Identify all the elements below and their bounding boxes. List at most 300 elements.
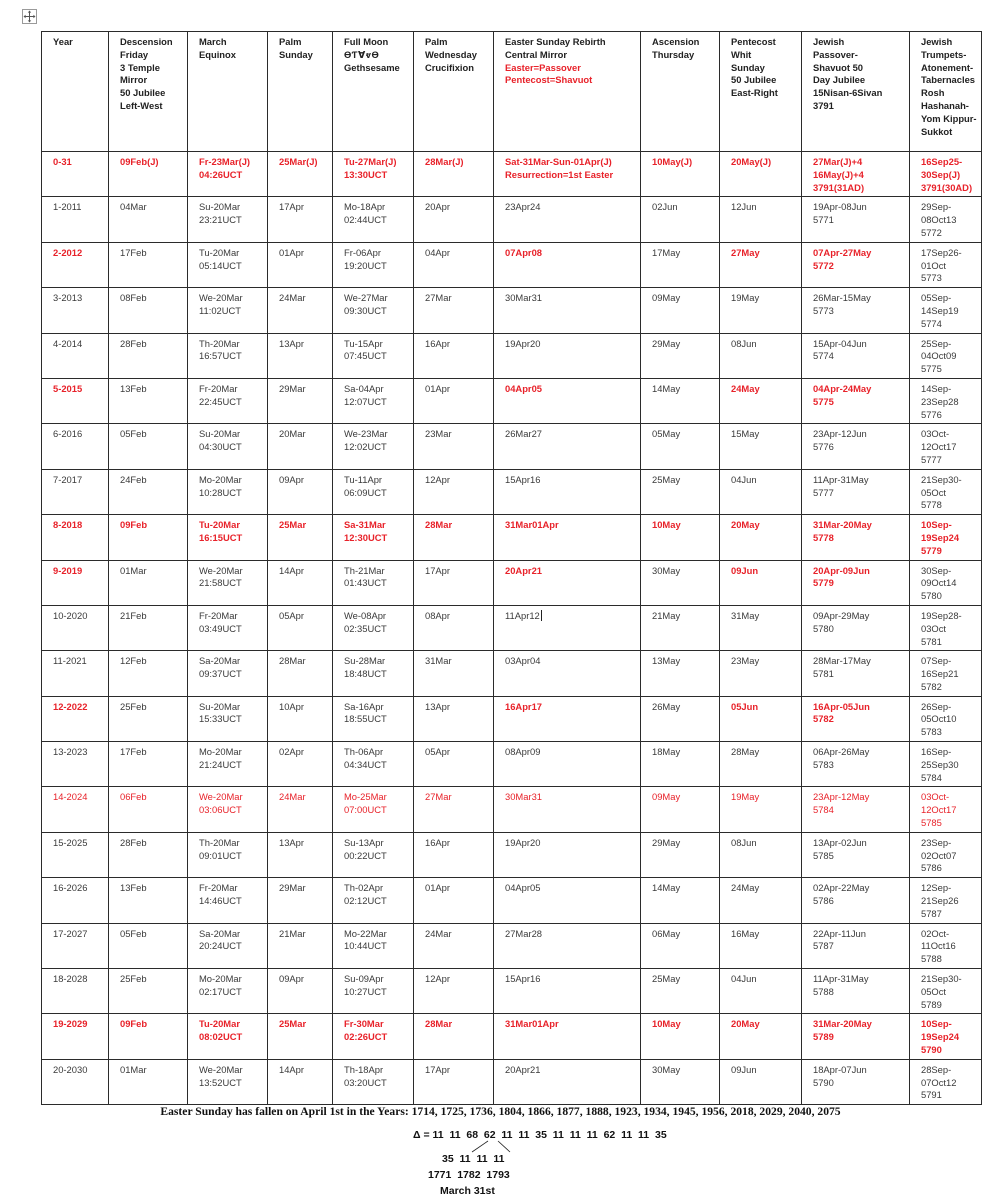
cell-line: 5786 <box>921 862 942 874</box>
cell-line: Tu-20Mar <box>199 519 240 531</box>
cell-line: 21Feb <box>120 609 147 621</box>
cell-line: 21:58UCT <box>199 577 242 589</box>
cell-line: 14Apr <box>279 1063 305 1075</box>
header-line: Equinox <box>199 48 236 60</box>
header-line: March <box>199 36 227 47</box>
cell-line: 08Apr09 <box>505 746 541 758</box>
cell-line: 09May <box>652 292 681 304</box>
cell-line: 20Apr <box>425 201 451 213</box>
header-line: Sukkot <box>921 125 953 137</box>
cell-line: 05Feb <box>120 927 147 939</box>
header-line: Descension <box>120 36 173 47</box>
cell-line: 15:33UCT <box>199 713 242 725</box>
cell-line: 09:01UCT <box>199 849 242 861</box>
cell-line: 07Apr-27May <box>813 246 872 258</box>
cell-line: 15-2025 <box>53 836 88 848</box>
cell-line: 19:20UCT <box>344 259 387 271</box>
cell-line: 13Apr <box>279 836 305 848</box>
header-line: Palm <box>425 36 448 47</box>
cell-line: 20:24UCT <box>199 940 242 952</box>
cell-line: 5778 <box>921 499 942 511</box>
cell-line: 05Jun <box>731 700 759 712</box>
cell-line: 09Apr <box>279 473 305 485</box>
cell-line: 15Apr-04Jun <box>813 337 867 349</box>
header-line: Year <box>53 36 73 47</box>
cell-line: Th-06Apr <box>344 746 384 758</box>
cell-line: 00:22UCT <box>344 849 387 861</box>
cell-line: Sat-31Mar-Sun-01Apr(J) <box>505 156 612 167</box>
cell-line: 13Feb <box>120 882 147 894</box>
cell-line: 12Feb <box>120 655 147 667</box>
cell-line: 09Feb <box>120 519 148 531</box>
cell-line: 5774 <box>921 317 942 329</box>
cell-line: 21Sep30- <box>921 473 962 485</box>
cell-line: 03Oct- <box>921 791 950 803</box>
cell-line: 13:30UCT <box>344 168 388 180</box>
cell-line: 15Apr16 <box>505 473 541 485</box>
cell-line: 01Apr <box>425 382 451 394</box>
cell-line: 08Jun <box>731 836 757 848</box>
cell-line: 06Feb <box>120 791 147 803</box>
cell-line: 5781 <box>921 635 942 647</box>
cell-line: 25Mar <box>279 519 307 531</box>
cell-line: 17Apr <box>425 564 451 576</box>
cell-line: 30Mar31 <box>505 292 543 304</box>
header-line: Atonement- <box>921 61 974 73</box>
cell-line: 5775 <box>813 395 834 407</box>
cell-line: 29Sep- <box>921 201 952 213</box>
cell-line: 10Apr <box>279 700 305 712</box>
cell-line: Mo-20Mar <box>199 746 242 758</box>
cell-line: 25Mar(J) <box>279 156 318 167</box>
cell-line: 5787 <box>921 907 942 919</box>
cell-line: 5780 <box>813 622 834 634</box>
cell-line: 30May <box>652 564 681 576</box>
cell-line: 02:12UCT <box>344 895 387 907</box>
header-line: Jewish <box>921 36 953 47</box>
cell-line: We-23Mar <box>344 428 388 440</box>
cell-line: 28Sep- <box>921 1063 952 1075</box>
cell-line: 04Oct09 <box>921 350 957 362</box>
cell-line: Mo-22Mar <box>344 927 387 939</box>
cell-line: 01Apr <box>425 882 451 894</box>
header-line: Gethsesame <box>344 61 400 73</box>
cell-line: 29May <box>652 836 681 848</box>
cell-line: 25May <box>652 473 681 485</box>
cell-line: 3791(31AD) <box>813 181 865 193</box>
cell-line: Tu-11Apr <box>344 473 383 485</box>
cell-line: 05Sep- <box>921 292 952 304</box>
header-line: ӨƬⱯⱴӨ <box>344 48 380 60</box>
cell-line: We-20Mar <box>199 1063 243 1075</box>
cell-line: 19Apr20 <box>505 836 541 848</box>
march-31-label: March 31st <box>440 1185 495 1197</box>
cell-line: 16-2026 <box>53 882 88 894</box>
cell-line: 09May <box>652 791 681 803</box>
header-line: Tabernacles <box>921 74 976 86</box>
cell-line: 16Sep25- <box>921 156 963 167</box>
cell-line: 30Sep(J) <box>921 168 961 180</box>
cell-line: 18:48UCT <box>344 668 387 680</box>
cell-line: 04:34UCT <box>344 758 387 770</box>
cell-line: 02Oct07 <box>921 849 957 861</box>
cell-line: 6-2016 <box>53 428 83 440</box>
cell-line: 5-2015 <box>53 382 83 394</box>
cell-line: 17Feb <box>120 746 147 758</box>
cell-line: 18May <box>652 746 681 758</box>
header-line: Day Jubilee <box>813 74 866 86</box>
cell-line: 20Mar <box>279 428 306 440</box>
cell-line: Fr-20Mar <box>199 882 238 894</box>
header-line: Palm <box>279 36 302 47</box>
header-line: Rosh <box>921 87 945 99</box>
cell-line: 29Mar <box>279 882 306 894</box>
cell-line: 20May <box>731 1018 760 1030</box>
header-line: Wednesday <box>425 48 477 60</box>
header-line: Sunday <box>731 61 765 73</box>
cell-line: 08Apr <box>425 609 451 621</box>
cell-line: 15May <box>731 428 760 440</box>
header-line: Left-West <box>120 99 163 111</box>
cell-line: 5784 <box>813 804 834 816</box>
cell-line: We-08Apr <box>344 609 387 621</box>
cell-line: 07Oct12 <box>921 1076 957 1088</box>
cell-line: Su-20Mar <box>199 700 241 712</box>
cell-line: 5772 <box>921 226 942 238</box>
cell-line: 05Oct10 <box>921 713 957 725</box>
cell-line: 5789 <box>921 998 942 1010</box>
cell-line: 18Apr-07Jun <box>813 1063 867 1075</box>
cell-line: 2-2012 <box>53 246 83 258</box>
cell-line: Tu-15Apr <box>344 337 383 349</box>
cell-line: 22Apr-11Jun <box>813 927 866 939</box>
header-line: Mirror <box>120 74 148 86</box>
cell-line: Su-28Mar <box>344 655 386 667</box>
cell-line: 5790 <box>813 1076 834 1088</box>
cell-line: 5776 <box>921 408 942 420</box>
cell-line: 20-2030 <box>53 1063 88 1075</box>
header-line: Central Mirror <box>505 48 567 60</box>
cell-line: Fr-20Mar <box>199 609 238 621</box>
cell-line: 06Apr-26May <box>813 746 870 758</box>
cell-line: 13Feb <box>120 382 147 394</box>
cell-line: 06:09UCT <box>344 486 387 498</box>
cell-line: 01Oct <box>921 259 947 271</box>
cell-line: 28Mar <box>425 519 453 531</box>
cell-line: 12-2022 <box>53 700 88 712</box>
cell-line: 26May <box>652 700 681 712</box>
cell-line: 08Jun <box>731 337 757 349</box>
cell-line: Tu-27Mar(J) <box>344 156 397 167</box>
cell-line: 5780 <box>921 590 942 602</box>
cell-line: 19Apr20 <box>505 337 541 349</box>
cell-line: We-20Mar <box>199 564 243 576</box>
cell-line: 28Mar <box>279 655 306 667</box>
cell-line: 12Oct17 <box>921 441 957 453</box>
cell-line: 09:30UCT <box>344 304 387 316</box>
cell-line: 15Apr16 <box>505 973 541 985</box>
cell-line: Resurrection=1st Easter <box>505 168 614 180</box>
cell-line: 5771 <box>813 214 834 226</box>
cell-line: 31Mar01Apr <box>505 1018 559 1030</box>
header-line: Shavuot 50 <box>813 61 864 73</box>
cell-line: 04Jun <box>731 973 757 985</box>
cell-line: 01Mar <box>120 564 147 576</box>
cell-line: 27Mar28 <box>505 927 543 939</box>
cell-line: Fr-06Apr <box>344 246 381 258</box>
cell-line: 5787 <box>813 940 834 952</box>
cell-line: 1-2011 <box>53 201 82 213</box>
header-line: 50 Jubilee <box>731 74 777 86</box>
cell-line: 14Apr <box>279 564 305 576</box>
cell-line: 5781 <box>813 668 834 680</box>
cell-line: 19Sep24 <box>921 1031 960 1043</box>
header-line: East-Right <box>731 87 778 99</box>
cell-line: 29May <box>652 337 681 349</box>
cell-line: 27Mar(J)+4 <box>813 156 863 167</box>
cell-line: 16Sep- <box>921 746 952 758</box>
cell-line: 24Mar <box>279 791 306 803</box>
cell-line: We-27Mar <box>344 292 388 304</box>
cell-line: 31May <box>731 609 760 621</box>
cell-line: 02Apr-22May <box>813 882 870 894</box>
cell-line: Su-20Mar <box>199 428 241 440</box>
cell-line: 19May <box>731 791 760 803</box>
cell-line: 5777 <box>813 486 834 498</box>
cell-line: 25Sep- <box>921 337 952 349</box>
cell-line: 03:49UCT <box>199 622 242 634</box>
cell-line: 5773 <box>921 272 942 284</box>
cell-line: 04Apr05 <box>505 382 543 394</box>
cell-line: 16May <box>731 927 760 939</box>
cell-line: 5778 <box>813 531 834 543</box>
cell-line: 25May <box>652 973 681 985</box>
cell-line: Tu-20Mar <box>199 246 240 258</box>
cell-line: Fr-23Mar(J) <box>199 156 251 167</box>
cell-line: 5783 <box>813 758 834 770</box>
cell-line: 28Feb <box>120 337 147 349</box>
cell-line: 27Mar <box>425 791 452 803</box>
cell-line: 0-31 <box>53 156 72 167</box>
cell-line: 14:46UCT <box>199 895 242 907</box>
cell-line: 03:20UCT <box>344 1076 387 1088</box>
cell-line: 09Jun <box>731 1063 757 1075</box>
header-line: Crucifixion <box>425 61 474 73</box>
cell-line: 31Mar <box>425 655 452 667</box>
cell-line: 03Apr04 <box>505 655 541 667</box>
cell-line: 11Apr12 <box>505 609 540 621</box>
cell-line: 16Apr <box>425 836 451 848</box>
cell-line: 07Sep- <box>921 655 952 667</box>
cell-line: 26Sep- <box>921 700 952 712</box>
cell-line: 09Apr <box>279 973 305 985</box>
cell-line: 19Sep24 <box>921 531 960 543</box>
cell-line: 06May <box>652 927 681 939</box>
cell-line: 07:45UCT <box>344 350 387 362</box>
header-line: Yom Kippur- <box>921 112 977 124</box>
cell-line: 05Oct <box>921 985 947 997</box>
cell-line: 5790 <box>921 1044 942 1056</box>
cell-line: 22:45UCT <box>199 395 242 407</box>
cell-line: Sa-16Apr <box>344 700 384 712</box>
cell-line: 11Apr-31May <box>813 473 869 485</box>
cell-line: 16Apr-05Jun <box>813 700 870 712</box>
cell-line: 5782 <box>813 713 834 725</box>
cell-line: 04Apr05 <box>505 882 541 894</box>
header-line: Pentecost=Shavuot <box>505 74 593 86</box>
cell-line: 23Apr-12Jun <box>813 428 867 440</box>
cell-line: 18:55UCT <box>344 713 387 725</box>
cell-line: 19May <box>731 292 760 304</box>
cell-line: 02:35UCT <box>344 622 387 634</box>
cell-line: 31Mar-20May <box>813 1018 872 1030</box>
header-line: Jewish <box>813 36 845 47</box>
cell-line: 02:44UCT <box>344 214 387 226</box>
cell-line: 12Apr <box>425 973 451 985</box>
cell-line: Fr-30Mar <box>344 1018 384 1030</box>
cell-line: 20Apr-09Jun <box>813 564 870 576</box>
cell-line: Su-13Apr <box>344 836 384 848</box>
cell-line: 23Apr24 <box>505 201 541 213</box>
cell-line: 10:44UCT <box>344 940 387 952</box>
cell-line: 17Apr <box>425 1063 451 1075</box>
cell-line: 12Sep- <box>921 882 952 894</box>
cell-line: 3791(30AD) <box>921 181 973 193</box>
cell-line: 07Apr08 <box>505 246 543 258</box>
cell-line: 12Oct17 <box>921 804 957 816</box>
cell-line: Sa-20Mar <box>199 927 241 939</box>
cell-line: 25Sep30 <box>921 758 959 770</box>
cell-line: 25Mar <box>279 1018 307 1030</box>
cell-line: 5777 <box>921 453 942 465</box>
cell-line: 23Sep28 <box>921 395 959 407</box>
cell-line: 23Mar <box>425 428 452 440</box>
cell-line: 02:17UCT <box>199 985 242 997</box>
cell-line: 10Sep- <box>921 1018 952 1030</box>
cell-line: 5774 <box>813 350 834 362</box>
cell-line: 21Mar <box>279 927 306 939</box>
cell-line: 29Mar <box>279 382 306 394</box>
cell-line: 21Sep26 <box>921 895 959 907</box>
cell-line: 5783 <box>921 726 942 738</box>
cell-line: 21:24UCT <box>199 758 242 770</box>
cell-line: 28Mar <box>425 1018 453 1030</box>
cell-line: 09Feb(J) <box>120 156 159 167</box>
cell-line: 20May <box>731 519 760 531</box>
cell-line: Th-20Mar <box>199 836 240 848</box>
cell-line: 21Sep30- <box>921 973 962 985</box>
cell-line: 3-2013 <box>53 292 83 304</box>
cell-line: 20Apr21 <box>505 564 543 576</box>
cell-line: 16Sep21 <box>921 668 959 680</box>
cell-line: 02:26UCT <box>344 1031 388 1043</box>
cell-line: 5773 <box>813 304 834 316</box>
cell-line: 11-2021 <box>53 655 87 667</box>
cell-line: 5775 <box>921 363 942 375</box>
cell-line: 19Sep28- <box>921 609 962 621</box>
cell-line: 30Sep- <box>921 564 952 576</box>
cell-line: 14-2024 <box>53 791 88 803</box>
cell-line: Fr-20Mar <box>199 382 238 394</box>
cell-line: 5788 <box>921 953 942 965</box>
cell-line: 09Oct14 <box>921 577 957 589</box>
cell-line: 5776 <box>813 441 834 453</box>
cell-line: 07:00UCT <box>344 804 387 816</box>
cell-line: 04Apr-24May <box>813 382 872 394</box>
cell-line: 20Apr21 <box>505 1063 541 1075</box>
cell-line: 05:14UCT <box>199 259 242 271</box>
cell-line: 23Sep- <box>921 836 952 848</box>
cell-line: 10May <box>652 519 681 531</box>
cell-line: 09:37UCT <box>199 668 242 680</box>
cell-line: 13Apr-02Jun <box>813 836 867 848</box>
cell-line: 17May <box>652 246 681 258</box>
cell-line: Su-09Apr <box>344 973 384 985</box>
cell-line: 08Oct13 <box>921 214 957 226</box>
cell-line: 5786 <box>813 895 834 907</box>
cell-line: 23May <box>731 655 760 667</box>
cell-line: 01:43UCT <box>344 577 387 589</box>
cell-line: 03:06UCT <box>199 804 242 816</box>
cell-line: 31Mar01Apr <box>505 519 559 531</box>
cell-line: 5785 <box>813 849 834 861</box>
cell-line: 01Mar <box>120 1063 147 1075</box>
cell-line: 10:28UCT <box>199 486 242 498</box>
header-line: Ascension <box>652 36 700 47</box>
cell-line: 03Oct- <box>921 428 950 440</box>
cell-line: 12Jun <box>731 201 757 213</box>
cell-line: Sa-20Mar <box>199 655 241 667</box>
header-line: Full Moon <box>344 36 389 47</box>
delta-sub-sequence: 35 11 11 11 <box>442 1153 505 1165</box>
cell-line: 09Jun <box>731 564 759 576</box>
cell-line: 10-2020 <box>53 609 88 621</box>
cell-line: 12:07UCT <box>344 395 387 407</box>
cell-line: 5784 <box>921 771 942 783</box>
cell-line: Mo-20Mar <box>199 973 242 985</box>
cell-line: 25Feb <box>120 973 147 985</box>
cell-line: 27Mar <box>425 292 452 304</box>
cell-line: Mo-20Mar <box>199 473 242 485</box>
cell-line: 12:02UCT <box>344 441 387 453</box>
cell-line: Sa-31Mar <box>344 519 386 531</box>
cell-line: 5782 <box>921 680 942 692</box>
cell-line: We-20Mar <box>199 292 243 304</box>
cell-line: 19-2029 <box>53 1018 88 1030</box>
cell-line: 11Apr-31May <box>813 973 869 985</box>
cell-line: 16Apr <box>425 337 451 349</box>
cell-line: 16:15UCT <box>199 531 243 543</box>
cell-line: 02Jun <box>652 201 678 213</box>
header-line: Friday <box>120 48 149 60</box>
header-line: Easter Sunday Rebirth <box>505 36 606 47</box>
cell-line: 01Apr <box>279 246 305 258</box>
cell-line: 10Sep- <box>921 519 952 531</box>
cell-line: 17Apr <box>279 201 305 213</box>
cell-line: 10May(J) <box>652 156 693 167</box>
cell-line: 30Mar31 <box>505 791 543 803</box>
cell-line: 05Apr <box>279 609 305 621</box>
cell-line: 10:27UCT <box>344 985 387 997</box>
header-line: 3791 <box>813 99 834 111</box>
cell-line: 13:52UCT <box>199 1076 242 1088</box>
header-line: Passover- <box>813 48 858 60</box>
cell-line: 5772 <box>813 259 834 271</box>
cell-line: 25Feb <box>120 700 147 712</box>
cell-line: 09Feb <box>120 1018 148 1030</box>
cell-line: 09Apr-29May <box>813 609 870 621</box>
cell-line: 13May <box>652 655 681 667</box>
